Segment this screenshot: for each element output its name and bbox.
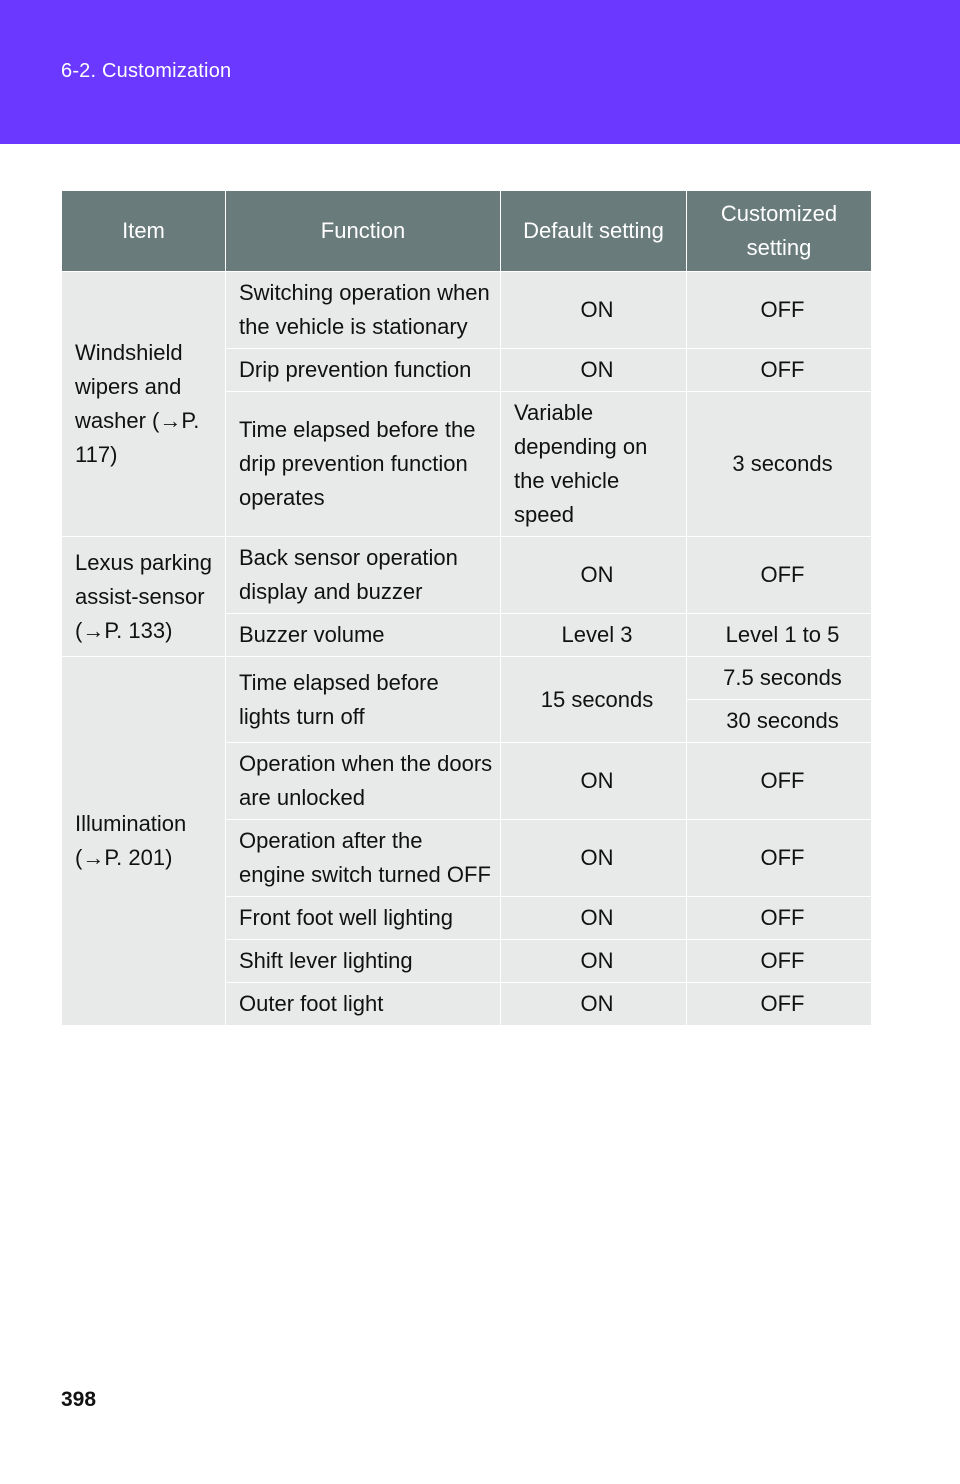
customized-setting-cell: OFF [687, 537, 872, 614]
function-cell: Time elapsed before the drip prevention function operates [226, 392, 501, 537]
column-header-customized-setting: Customized setting [687, 191, 872, 272]
default-setting-cell: ON [501, 820, 687, 897]
function-cell: Outer foot light [226, 983, 501, 1026]
item-cell: Illumination (→P. 201) [62, 657, 226, 1026]
default-setting-cell: Level 3 [501, 614, 687, 657]
customized-setting-cell: OFF [687, 897, 872, 940]
table-row [62, 272, 872, 349]
function-cell: Buzzer volume [226, 614, 501, 657]
customized-setting-cell: OFF [687, 820, 872, 897]
function-cell: Shift lever lighting [226, 940, 501, 983]
customized-setting-cell: 3 seconds [687, 392, 872, 537]
function-cell: Front foot well lighting [226, 897, 501, 940]
function-cell: Operation after the engine switch turned OFF [226, 820, 501, 897]
customized-setting-cell: OFF [687, 272, 872, 349]
function-cell: Operation when the doors are unlocked [226, 743, 501, 820]
table-row [62, 657, 872, 700]
function-cell: Switching operation when the vehicle is stationary [226, 272, 501, 349]
default-setting-cell: ON [501, 537, 687, 614]
customized-setting-cell: OFF [687, 940, 872, 983]
customized-setting-cell: OFF [687, 349, 872, 392]
function-cell: Time elapsed before lights turn off [226, 657, 501, 743]
customized-setting-cell: OFF [687, 983, 872, 1026]
customized-setting-cell: Level 1 to 5 [687, 614, 872, 657]
page-number: 398 [61, 1388, 97, 1411]
section-title: 6-2. Customization [61, 60, 232, 82]
customized-setting-cell: OFF [687, 743, 872, 820]
column-header-function: Function [226, 191, 501, 272]
column-header-item: Item [62, 191, 226, 272]
customized-setting-cell: 30 seconds [687, 700, 872, 743]
item-cell: Lexus parking assist-sensor (→P. 133) [62, 537, 226, 657]
default-setting-cell: ON [501, 940, 687, 983]
default-setting-cell: ON [501, 349, 687, 392]
default-setting-cell: ON [501, 743, 687, 820]
function-cell: Back sensor operation display and buzzer [226, 537, 501, 614]
column-header-default-setting: Default setting [501, 191, 687, 272]
default-setting-cell: 15 seconds [501, 657, 687, 743]
default-setting-cell: Variable depending on the vehicle speed [501, 392, 687, 537]
customized-setting-cell: 7.5 seconds [687, 657, 872, 700]
default-setting-cell: ON [501, 897, 687, 940]
customization-table [61, 190, 872, 1026]
default-setting-cell: ON [501, 983, 687, 1026]
item-cell: Windshield wipers and washer (→P. 117) [62, 272, 226, 537]
function-cell: Drip prevention function [226, 349, 501, 392]
table-header-row [62, 191, 872, 272]
table-row [62, 537, 872, 614]
default-setting-cell: ON [501, 272, 687, 349]
